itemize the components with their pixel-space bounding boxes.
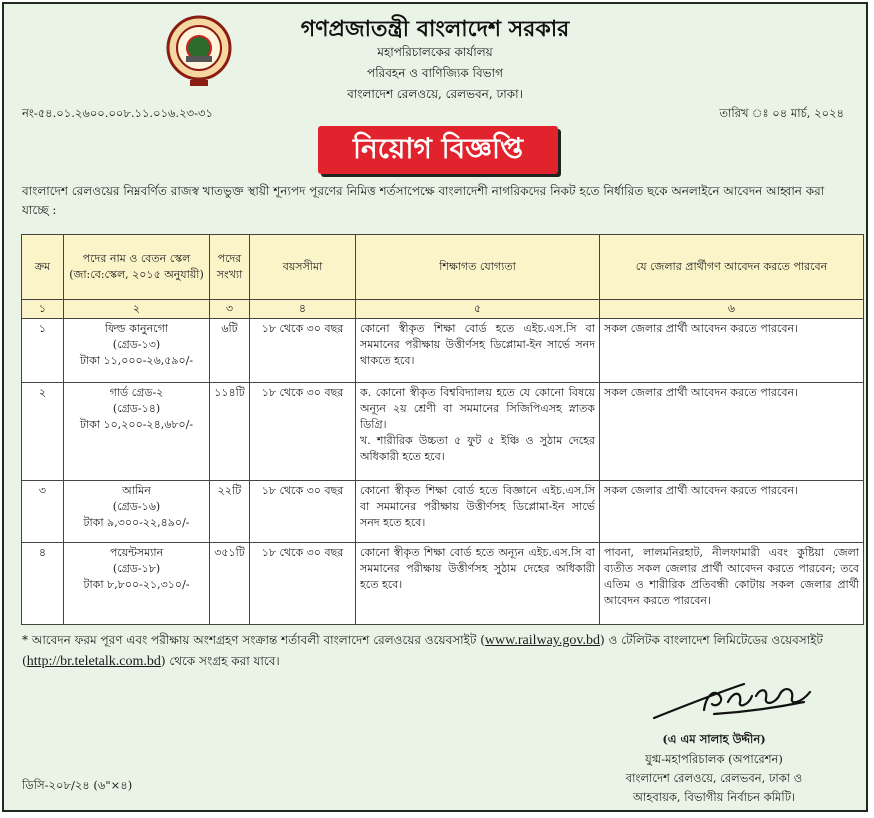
post-name: গার্ড গ্রেড-২: [109, 386, 164, 399]
qualification-text: কোনো স্বীকৃত শিক্ষা বোর্ড হতে অন্যূন এইচ.এস.সি বা সমমানের পরীক্ষায় উত্তীর্ণসহ সুঠাম দেহের অধিকারী হতে হবে।: [360, 546, 595, 591]
notice-date: তারিখ ঃ ০৪ মার্চ, ২০২৪: [719, 106, 844, 120]
government-title: গণপ্রজাতন্ত্রী বাংলাদেশ সরকার: [300, 16, 570, 42]
qualification-text: কোনো স্বীকৃত শিক্ষা বোর্ড হতে এইচ.এস.সি বা সমমানের পরীক্ষায় উত্তীর্ণসহ ডিপ্লোমা-ইন সার্ভে সনদ থাকতে হবে।: [360, 322, 595, 367]
post-name: ফিল্ড কানুনগো: [105, 322, 168, 335]
age-cell: ১৮ থেকে ৩০ বছর: [250, 319, 356, 383]
handwritten-signature: [644, 666, 824, 724]
count-cell: ৩৫১টি: [210, 543, 250, 625]
post-grade: (গ্রেড-১৩): [112, 338, 161, 351]
districts-cell: সকল জেলার প্রার্থী আবেদন করতে পারবেন।: [600, 481, 864, 543]
count-cell: ৬টি: [210, 319, 250, 383]
districts-cell: সকল জেলার প্রার্থী আবেদন করতে পারবেন।: [600, 319, 864, 383]
post-name: আমিন: [122, 484, 151, 497]
age-cell: ১৮ থেকে ৩০ বছর: [250, 543, 356, 625]
dc-reference: ডিসি-২০৮/২৪ (৬"×৪): [22, 778, 133, 792]
notice-page: [2, 2, 868, 812]
teletalk-website-link[interactable]: http://br.teletalk.com.bd: [26, 654, 161, 669]
qualification-cell: [356, 543, 600, 625]
districts-cell: পাবনা, লালমনিরহাট, নীলফামারী এবং কুষ্টিয়া জেলা ব্যতীত সকল জেলার প্রার্থী আবেদন করতে পারবেন; তবে এতিম ও শারীরিক প্রতিবন্ধী কোটায় সকল জেলার প্রার্থী আবেদন করতে পারবেন।: [600, 543, 864, 625]
qualification-cell: [356, 383, 600, 481]
serial-cell: ১: [22, 319, 64, 383]
post-grade: (গ্রেড-১৪): [112, 402, 161, 415]
column-number: ৫: [356, 300, 600, 319]
post-cell: [64, 481, 210, 543]
serial-cell: ২: [22, 383, 64, 481]
post-name: পয়েন্টসম্যান: [109, 546, 164, 559]
table-row: [22, 481, 864, 543]
column-number: ৪: [250, 300, 356, 319]
footnote-text: ) ও টেলিটক বাংলাদেশ লিমিটেডের ওয়েবসাইট (: [22, 633, 823, 668]
column-number-row: [22, 300, 864, 319]
qualification-text: কোনো স্বীকৃত শিক্ষা বোর্ড হতে বিজ্ঞানে এইচ.এস.সি বা সমমানের পরীক্ষায় উত্তীর্ণসহ ডিপ্লোমা-ইন সার্ভে সনদ হতে হবে।: [360, 484, 595, 529]
signer-name: (এ এম সালাহ উদ্দীন): [662, 732, 766, 746]
office-address: বাংলাদেশ রেলওয়ে, রেলভবন, ঢাকা।: [347, 87, 523, 101]
signer-organization: বাংলাদেশ রেলওয়ে, রেলভবন, ঢাকা ও: [625, 771, 803, 785]
pay-scale: টাকা ৯,৩০০-২২,৪৯০/-: [83, 516, 190, 529]
post-cell: [64, 543, 210, 625]
qualification-text: ক. কোনো স্বীকৃত বিশ্ববিদ্যালয় হতে যে কোনো বিষয়ে অন্যূন ২য় শ্রেণী বা সমমানের সিজিপিএসহ স্নাতক ডিগ্রি।: [360, 386, 595, 431]
headline-banner: নিয়োগ বিজ্ঞপ্তি: [318, 126, 558, 174]
count-cell: ২২টি: [210, 481, 250, 543]
count-cell: ১১৪টি: [210, 383, 250, 481]
column-header-age: বয়সসীমা: [250, 235, 356, 300]
vacancy-table: [21, 234, 864, 625]
post-grade: (গ্রেড-১৮): [112, 562, 161, 575]
age-cell: ১৮ থেকে ৩০ বছর: [250, 481, 356, 543]
post-cell: [64, 383, 210, 481]
column-header-districts: যে জেলার প্রার্থীগণ আবেদন করতে পারবেন: [600, 235, 864, 300]
districts-cell: সকল জেলার প্রার্থী আবেদন করতে পারবেন।: [600, 383, 864, 481]
column-header-post: পদের নাম ও বেতন স্কেল (জা:বে:স্কেল, ২০১৫ অনুযায়ী): [64, 235, 210, 300]
column-header-count: পদের সংখ্যা: [210, 235, 250, 300]
pay-scale: টাকা ৮,৮০০-২১,৩১০/-: [83, 578, 190, 591]
signer-designation: যুগ্ম-মহাপরিচালক (অপারেশন): [645, 752, 783, 766]
office-name: মহাপরিচালকের কার্যালয়: [377, 45, 493, 59]
column-header-serial: ক্রম: [22, 235, 64, 300]
column-number: ২: [64, 300, 210, 319]
age-cell: ১৮ থেকে ৩০ বছর: [250, 383, 356, 481]
footnote-text: * আবেদন ফরম পূরণ এবং পরীক্ষায় অংশগ্রহণ সংক্রান্ত শর্তাবলী বাংলাদেশ রেলওয়ের ওয়েবসাইট (: [22, 633, 485, 647]
serial-cell: ৪: [22, 543, 64, 625]
column-number: ৬: [600, 300, 864, 319]
column-header-qualification: শিক্ষাগত যোগ্যতা: [356, 235, 600, 300]
post-grade: (গ্রেড-১৬): [112, 500, 161, 513]
serial-cell: ৩: [22, 481, 64, 543]
post-cell: [64, 319, 210, 383]
table-row: [22, 543, 864, 625]
signer-role: আহবায়ক, বিভাগীয় নির্বাচন কমিটি।: [632, 790, 796, 804]
column-number: ৩: [210, 300, 250, 319]
pay-scale: টাকা ১১,০০০-২৬,৫৯০/-: [79, 354, 194, 367]
footnote-text: ) থেকে সংগ্রহ করা যাবে।: [160, 654, 280, 668]
intro-paragraph: বাংলাদেশ রেলওয়ের নিম্নবর্ণিত রাজস্ব খাতভুক্ত স্থায়ী শূন্যপদ পূরণের নিমিত্ত শর্তসাপেক্ষে বাংলাদেশী নাগরিকদের নিকট হতে নির্ধারিত ছকে অনলাইনে আবেদন আহ্বান করা যাচ্ছে :: [22, 184, 825, 217]
column-number: ১: [22, 300, 64, 319]
qualification-cell: [356, 319, 600, 383]
table-header-row: [22, 235, 864, 300]
railway-website-link[interactable]: www.railway.gov.bd: [484, 633, 600, 648]
table-row: [22, 383, 864, 481]
qualification-cell: [356, 481, 600, 543]
division-name: পরিবহন ও বাণিজ্যিক বিভাগ: [367, 66, 503, 80]
pay-scale: টাকা ১০,২০০-২৪,৬৮০/-: [79, 418, 194, 431]
memo-number: নং-৫৪.০১.২৬০০.০০৮.১১.০১৬.২৩-৩১: [22, 106, 213, 120]
qualification-text: খ. শারীরিক উচ্চতা ৫ ফুট ৫ ইঞ্চি ও সুঠাম দেহের অধিকারী হতে হবে।: [360, 434, 595, 463]
table-row: [22, 319, 864, 383]
